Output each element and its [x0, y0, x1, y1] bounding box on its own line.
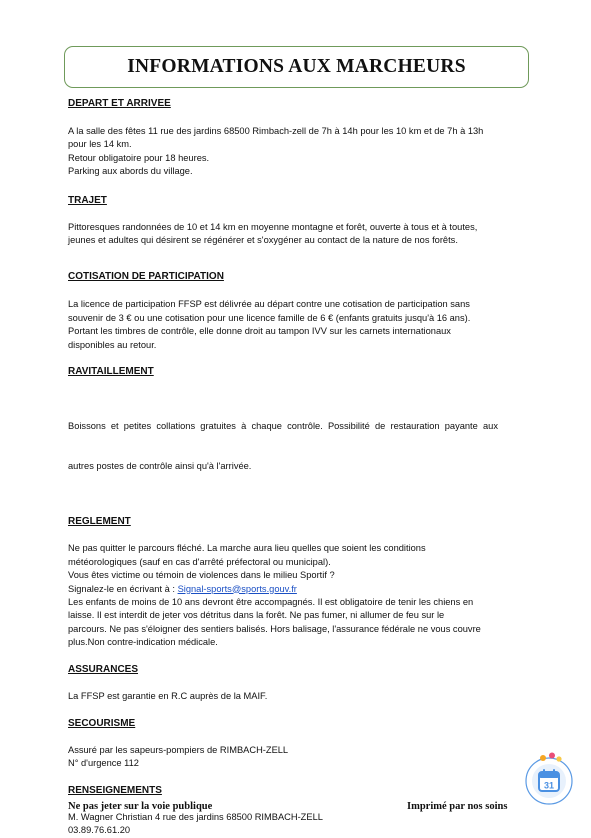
- page-title: INFORMATIONS AUX MARCHEURS: [127, 56, 466, 77]
- text-line: La licence de participation FFSP est délivrée au départ contre une cotisation de participation sans: [68, 299, 470, 310]
- section-cotisation: [68, 270, 530, 352]
- text-line: Ne pas quitter le parcours fléché. La marche aura lieu quelles que soient les conditions: [68, 543, 426, 554]
- text-line: Portant les timbres de contrôle, elle donne droit au tampon IVV sur les carnets internationaux: [68, 326, 451, 337]
- calendar-icon: [522, 752, 576, 806]
- text-line: Les enfants de moins de 10 ans devront être accompagnés. Il est obligatoire de tenir les chiens en: [68, 596, 474, 607]
- section-title: SECOURISME: [68, 717, 136, 729]
- text-line: laisse. Il est interdit de jeter vos détritus dans la forêt. Ne pas fumer, ni allumer de feu sur le: [68, 610, 445, 621]
- section-title: COTISATION DE PARTICIPATION: [68, 271, 224, 283]
- section-ravitaillement: [68, 365, 530, 500]
- section-depart: [68, 97, 530, 179]
- title-box: [64, 46, 529, 88]
- section-title: RENSEIGNEMENTS: [68, 784, 162, 796]
- section-reglement: [68, 515, 530, 649]
- section-title: DEPART ET ARRIVEE: [68, 98, 171, 109]
- section-text: [68, 690, 530, 703]
- text-line: plus.Non contre-indication médicale.: [68, 637, 218, 648]
- text-line: autres postes de contrôle ainsi qu'à l'arrivée.: [68, 461, 252, 472]
- section-text: [68, 221, 530, 248]
- text-line: Retour obligatoire pour 18 heures.: [68, 152, 210, 163]
- calendar-badge[interactable]: [522, 752, 576, 806]
- text-line: parcours. Ne pas s'éloigner des sentiers balisés. Hors balisage, l'assurance fédérale ne vous couvre: [68, 623, 481, 634]
- section-text: [68, 811, 530, 838]
- signal-prefix: Signalez-le en écrivant à :: [68, 583, 178, 594]
- text-line: Vous êtes victime ou témoin de violences dans le milieu Sportif ?: [68, 570, 335, 581]
- footer-left-note: Ne pas jeter sur la voie publique: [68, 801, 213, 812]
- document-body: [68, 97, 530, 838]
- footer-right-note: Imprimé par nos soins: [407, 801, 508, 812]
- section-text: [68, 542, 530, 649]
- text-line: La FFSP est garantie en R.C auprès de la MAIF.: [68, 690, 268, 701]
- section-title: TRAJET: [68, 194, 107, 206]
- section-trajet: [68, 194, 530, 248]
- text-line: M. Wagner Christian 4 rue des jardins 68500 RIMBACH-ZELL: [68, 811, 323, 822]
- text-line: Parking aux abords du village.: [68, 166, 193, 177]
- section-text: [68, 393, 530, 500]
- text-line: souvenir de 3 € ou une cotisation pour une licence famille de 6 € (enfants gratuits jusqu'à 16 ans).: [68, 312, 471, 323]
- text-line: météorologiques (sauf en cas d'arrêté préfectoral ou municipal).: [68, 556, 331, 567]
- section-title: RAVITAILLEMENT: [68, 366, 154, 378]
- text-line: Boissons et petites collations gratuites à chaque contrôle. Possibilité de restauration payante aux: [68, 420, 498, 431]
- text-line: Assuré par les sapeurs-pompiers de RIMBACH-ZELL: [68, 744, 289, 755]
- section-text: [68, 298, 530, 352]
- text-line: jeunes et adultes qui désirent se régénérer et s'oxygéner au contact de la nature de nos forêts.: [68, 235, 458, 246]
- signal-line: [68, 583, 530, 596]
- text-line: A la salle des fêtes 11 rue des jardins 68500 Rimbach-zell de 7h à 14h pour les 10 km et de 7h à 13h: [68, 126, 484, 136]
- section-secourisme: [68, 717, 530, 771]
- section-assurances: [68, 663, 530, 703]
- calendar-day: 31: [543, 780, 555, 791]
- section-title: REGLEMENT: [68, 516, 131, 528]
- text-line: pour les 14 km.: [68, 139, 132, 150]
- text-line: disponibles au retour.: [68, 339, 157, 350]
- signal-email-link[interactable]: Signal-sports@sports.gouv.fr: [177, 583, 297, 594]
- section-text: [68, 125, 530, 179]
- text-line: Pittoresques randonnées de 10 et 14 km en moyenne montagne et forêt, ouverte à tous et à toutes,: [68, 221, 478, 232]
- text-line: 03.89.76.61.20: [68, 825, 131, 836]
- section-text: [68, 744, 530, 771]
- section-title: ASSURANCES: [68, 663, 139, 675]
- text-line: N° d'urgence 112: [68, 758, 139, 769]
